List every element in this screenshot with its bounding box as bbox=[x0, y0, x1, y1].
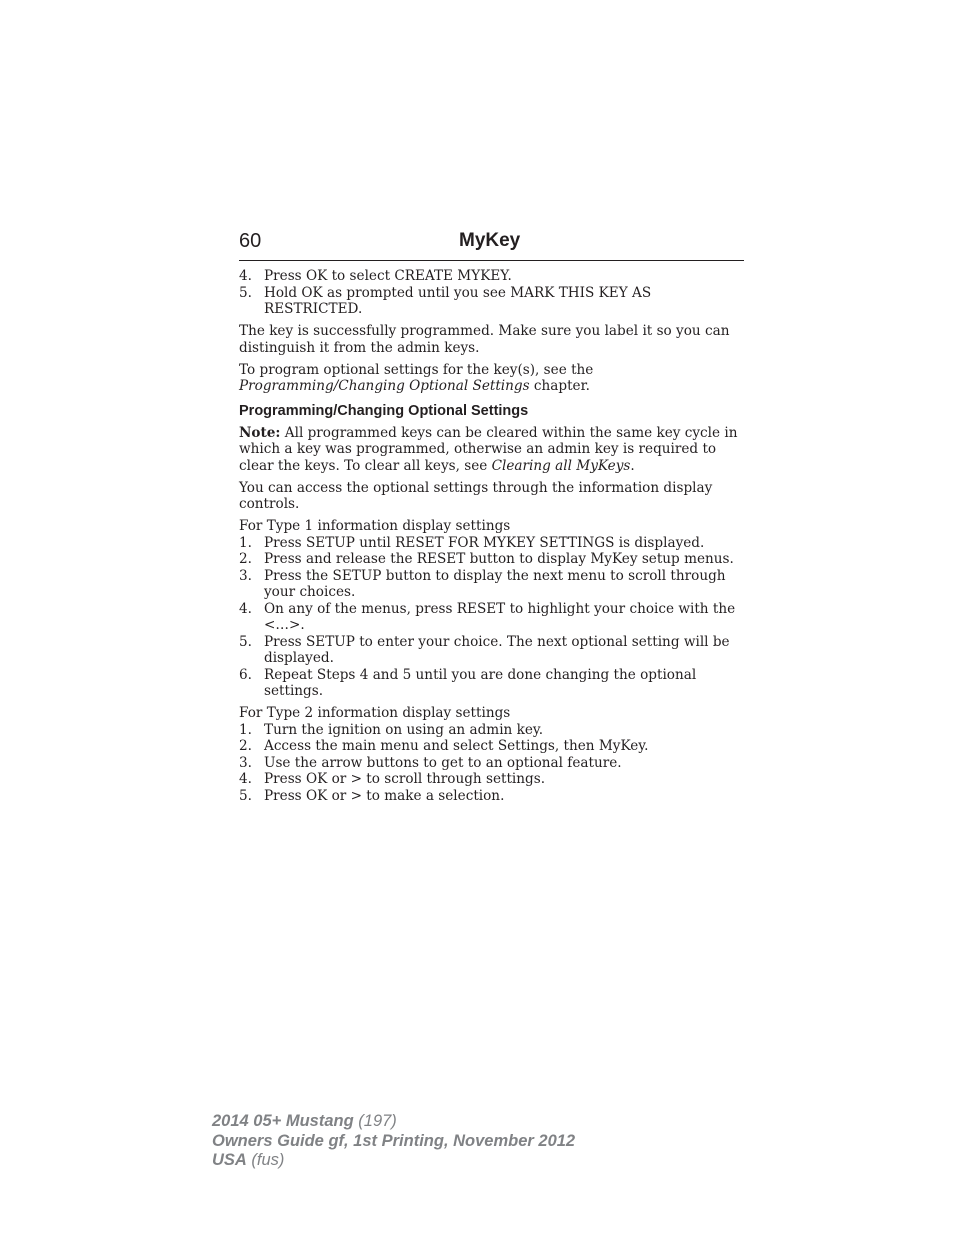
list-item bbox=[239, 601, 744, 634]
step-number: 5. bbox=[239, 633, 252, 650]
access-paragraph: You can access the optional settings through the information display controls. bbox=[239, 479, 713, 512]
list-item bbox=[239, 788, 744, 805]
step-number: 5. bbox=[239, 787, 252, 804]
step-text: Turn the ignition on using an admin key. bbox=[264, 721, 544, 738]
list-item bbox=[239, 771, 744, 788]
list-item bbox=[239, 551, 744, 568]
list-item bbox=[239, 755, 744, 772]
step-number: 3. bbox=[239, 754, 252, 771]
step-text: Press the SETUP button to display the next menu to scroll through your choices. bbox=[264, 567, 726, 600]
step-number: 2. bbox=[239, 551, 252, 567]
paragraph-text: chapter. bbox=[529, 378, 590, 394]
step-text: Repeat Steps 4 and 5 until you are done changing the optional settings. bbox=[264, 666, 697, 699]
chapter-title: MyKey bbox=[459, 230, 521, 251]
step-number: 1. bbox=[239, 534, 252, 551]
page-content bbox=[239, 268, 744, 810]
list-item bbox=[239, 634, 744, 667]
list-item bbox=[239, 535, 744, 552]
step-text: Access the main menu and select Settings, then MyKey. bbox=[264, 738, 649, 754]
chapter-reference: Programming/Changing Optional Settings bbox=[239, 378, 530, 394]
note-paragraph bbox=[239, 425, 744, 475]
footer-line-printing bbox=[212, 1132, 575, 1152]
step-text: Use the arrow buttons to get to an optional feature. bbox=[264, 754, 622, 771]
step-text: Press OK or > to scroll through settings. bbox=[264, 771, 546, 787]
step-number: 4. bbox=[239, 771, 252, 787]
note-label: Note: bbox=[239, 424, 281, 441]
step-number: 6. bbox=[239, 666, 252, 683]
footer-line-model bbox=[212, 1112, 575, 1132]
step-text: Hold OK as prompted until you see MARK THIS KEY AS RESTRICTED. bbox=[264, 284, 652, 317]
step-text: On any of the menus, press RESET to highlight your choice with the <…>. bbox=[264, 600, 736, 633]
page-footer bbox=[212, 1112, 575, 1171]
footer-region: USA bbox=[212, 1151, 247, 1169]
footer-printing: Owners Guide gf, 1st Printing, November 2012 bbox=[212, 1131, 576, 1150]
footer-region-code: (fus) bbox=[246, 1151, 285, 1169]
step-text: Press and release the RESET button to display MyKey setup menus. bbox=[264, 551, 734, 567]
paragraph-text: To program optional settings for the key(s), see the bbox=[239, 361, 594, 378]
note-text: . bbox=[630, 457, 635, 474]
step-number: 4. bbox=[239, 268, 252, 284]
list-item bbox=[239, 667, 744, 700]
type2-intro: For Type 2 information display settings bbox=[239, 705, 511, 721]
optional-settings-paragraph bbox=[239, 362, 744, 395]
section-heading: Programming/Changing Optional Settings bbox=[239, 402, 529, 419]
step-number: 3. bbox=[239, 567, 252, 584]
list-item bbox=[239, 268, 744, 285]
type2-steps bbox=[239, 722, 744, 805]
step-number: 5. bbox=[239, 284, 252, 301]
step-text: Press OK or > to make a selection. bbox=[264, 787, 505, 804]
footer-code: (197) bbox=[353, 1112, 397, 1130]
list-item bbox=[239, 285, 744, 318]
step-number: 1. bbox=[239, 721, 252, 738]
step-number: 4. bbox=[239, 600, 252, 617]
list-item bbox=[239, 568, 744, 601]
list-item bbox=[239, 738, 744, 755]
footer-line-region bbox=[212, 1151, 575, 1171]
key-programmed-paragraph: The key is successfully programmed. Make sure you label it so you can distinguish it from the admin keys. bbox=[239, 323, 730, 356]
type1-steps bbox=[239, 535, 744, 700]
step-number: 2. bbox=[239, 738, 252, 754]
step-text: Press SETUP until RESET FOR MYKEY SETTINGS is displayed. bbox=[264, 534, 705, 551]
step-text: Press SETUP to enter your choice. The next optional setting will be displayed. bbox=[264, 633, 730, 666]
page-header bbox=[239, 229, 744, 261]
chapter-reference: Clearing all MyKeys bbox=[491, 457, 631, 474]
footer-model: 2014 05+ Mustang bbox=[212, 1112, 354, 1130]
type1-intro: For Type 1 information display settings bbox=[239, 518, 511, 534]
note-text: All programmed keys can be cleared within the same key cycle in which a key was programmed, otherwise an admin key is required to clear the keys. To clear all keys, see bbox=[239, 424, 738, 474]
page-number: 60 bbox=[239, 230, 262, 252]
list-item bbox=[239, 722, 744, 739]
step-text: Press OK to select CREATE MYKEY. bbox=[264, 268, 512, 284]
create-key-steps bbox=[239, 268, 744, 318]
